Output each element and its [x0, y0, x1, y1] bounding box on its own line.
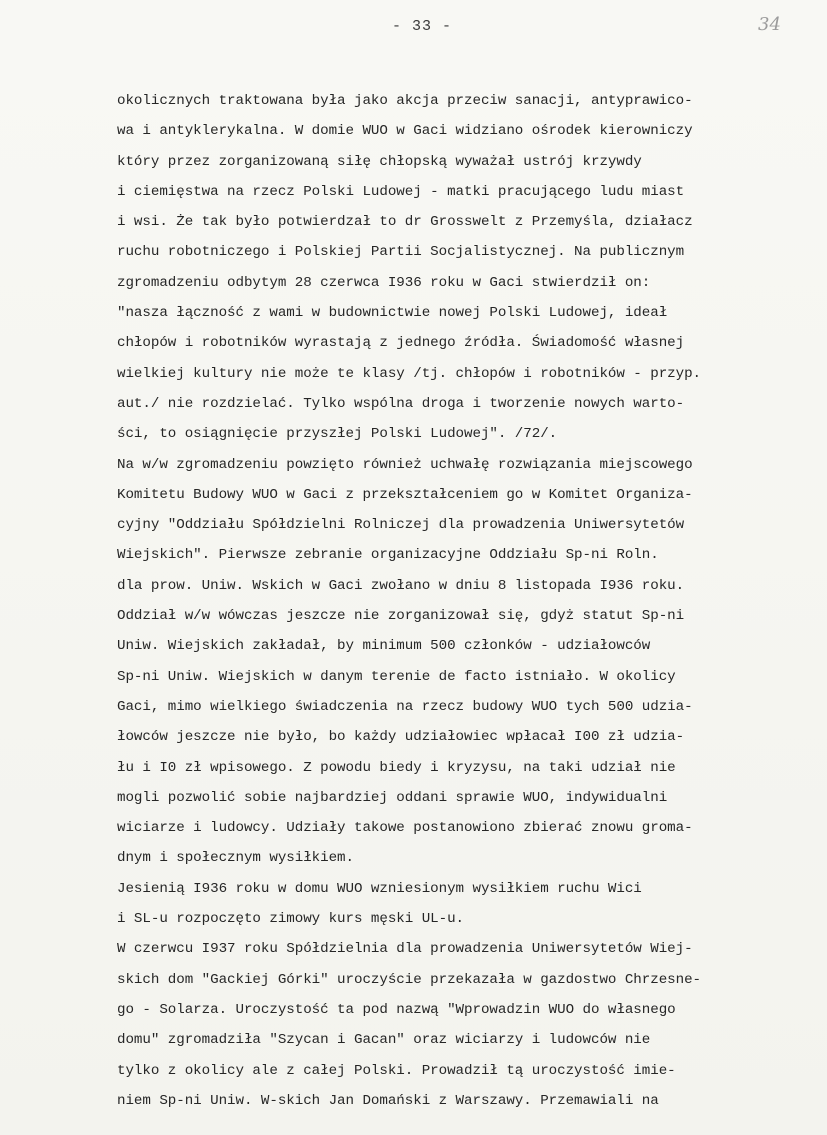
- body-line-6: ruchu robotniczego i Polskiej Partii Socjalistycznej. Na publicznym: [117, 244, 685, 261]
- body-line-20: Sp-ni Uniw. Wiejskich w danym terenie de facto istniało. W okolicy: [117, 668, 676, 685]
- body-line-18: Oddział w/w wówczas jeszcze nie zorganizował się, gdyż statut Sp-ni: [117, 608, 685, 625]
- body-line-24: mogli pozwolić sobie najbardziej oddani sprawie WUO, indywidualni: [117, 789, 668, 806]
- body-line-11: aut./ nie rozdzielać. Tylko wspólna droga i tworzenie nowych warto-: [117, 395, 685, 412]
- body-line-23: łu i I0 zł wpisowego. Z powodu biedy i kryzysu, na taki udział nie: [117, 759, 676, 776]
- body-line-34: niem Sp-ni Uniw. W-skich Jan Domański z Warszawy. Przemawiali na: [117, 1092, 659, 1109]
- body-line-27: Jesienią I936 roku w domu WUO wzniesionym wysiłkiem ruchu Wici: [117, 880, 642, 897]
- body-line-28: i SL-u rozpoczęto zimowy kurs męski UL-u.: [117, 911, 465, 928]
- body-line-33: tylko z okolicy ale z całej Polski. Prowadził tą uroczystość imie-: [117, 1062, 676, 1079]
- body-line-29: W czerwcu I937 roku Spółdzielnia dla prowadzenia Uniwersytetów Wiej-: [117, 941, 693, 958]
- body-line-21: Gaci, mimo wielkiego świadczenia na rzecz budowy WUO tych 500 udzia-: [117, 698, 693, 715]
- body-line-2: wa i antyklerykalna. W domie WUO w Gaci widziano ośrodek kierowniczy: [117, 123, 693, 140]
- body-line-25: wiciarze i ludowcy. Udziały takowe postanowiono zbierać znowu groma-: [117, 820, 693, 837]
- body-line-3: który przez zorganizowaną siłę chłopską wyważał ustrój krzywdy: [117, 153, 642, 170]
- body-line-14: Komitetu Budowy WUO w Gaci z przekształceniem go w Komitet Organiza-: [117, 486, 693, 503]
- body-line-31: go - Solarza. Uroczystość ta pod nazwą "Wprowadzin WUO do własnego: [117, 1001, 676, 1018]
- body-line-9: chłopów i robotników wyrastają z jednego źródła. Świadomość własnej: [117, 335, 685, 352]
- body-line-5: i wsi. Że tak było potwierdzał to dr Grosswelt z Przemyśla, działacz: [117, 214, 693, 231]
- body-line-12: ści, to osiągnięcie przyszłej Polski Ludowej". /72/.: [117, 426, 558, 443]
- body-line-4: i ciemięstwa na rzecz Polski Ludowej - matki pracującego ludu miast: [117, 183, 685, 200]
- page-number: - 33 -: [391, 18, 452, 35]
- body-line-17: dla prow. Uniw. Wskich w Gaci zwołano w dniu 8 listopada I936 roku.: [117, 577, 685, 594]
- body-line-26: dnym i społecznym wysiłkiem.: [117, 850, 354, 867]
- body-line-15: cyjny "Oddziału Spółdzielni Rolniczej dla prowadzenia Uniwersytetów: [117, 517, 685, 534]
- body-line-19: Uniw. Wiejskich zakładał, by minimum 500 członków - udziałowców: [117, 638, 651, 655]
- archive-page-number: 34: [758, 14, 781, 35]
- body-line-22: łowców jeszcze nie było, bo każdy udziałowiec wpłacał I00 zł udzia-: [117, 729, 685, 746]
- body-line-30: skich dom "Gackiej Górki" uroczyście przekazała w gazdostwo Chrzesne-: [117, 971, 702, 988]
- body-line-1: okolicznych traktowana była jako akcja przeciw sanacji, antyprawico-: [117, 93, 693, 109]
- body-line-13: Na w/w zgromadzeniu powzięto również uchwałę rozwiązania miejscowego: [117, 456, 693, 473]
- document-body: [117, 86, 819, 1116]
- body-line-32: domu" zgromadziła "Szycan i Gacan" oraz wiciarzy i ludowców nie: [117, 1032, 651, 1049]
- body-line-8: "nasza łączność z wami w budownictwie nowej Polski Ludowej, ideał: [117, 305, 668, 322]
- body-line-10: wielkiej kultury nie może te klasy /tj. chłopów i robotników - przyp.: [117, 365, 702, 382]
- body-line-16: Wiejskich". Pierwsze zebranie organizacyjne Oddziału Sp-ni Roln.: [117, 547, 659, 564]
- body-line-7: zgromadzeniu odbytym 28 czerwca I936 roku w Gaci stwierdził on:: [117, 274, 651, 291]
